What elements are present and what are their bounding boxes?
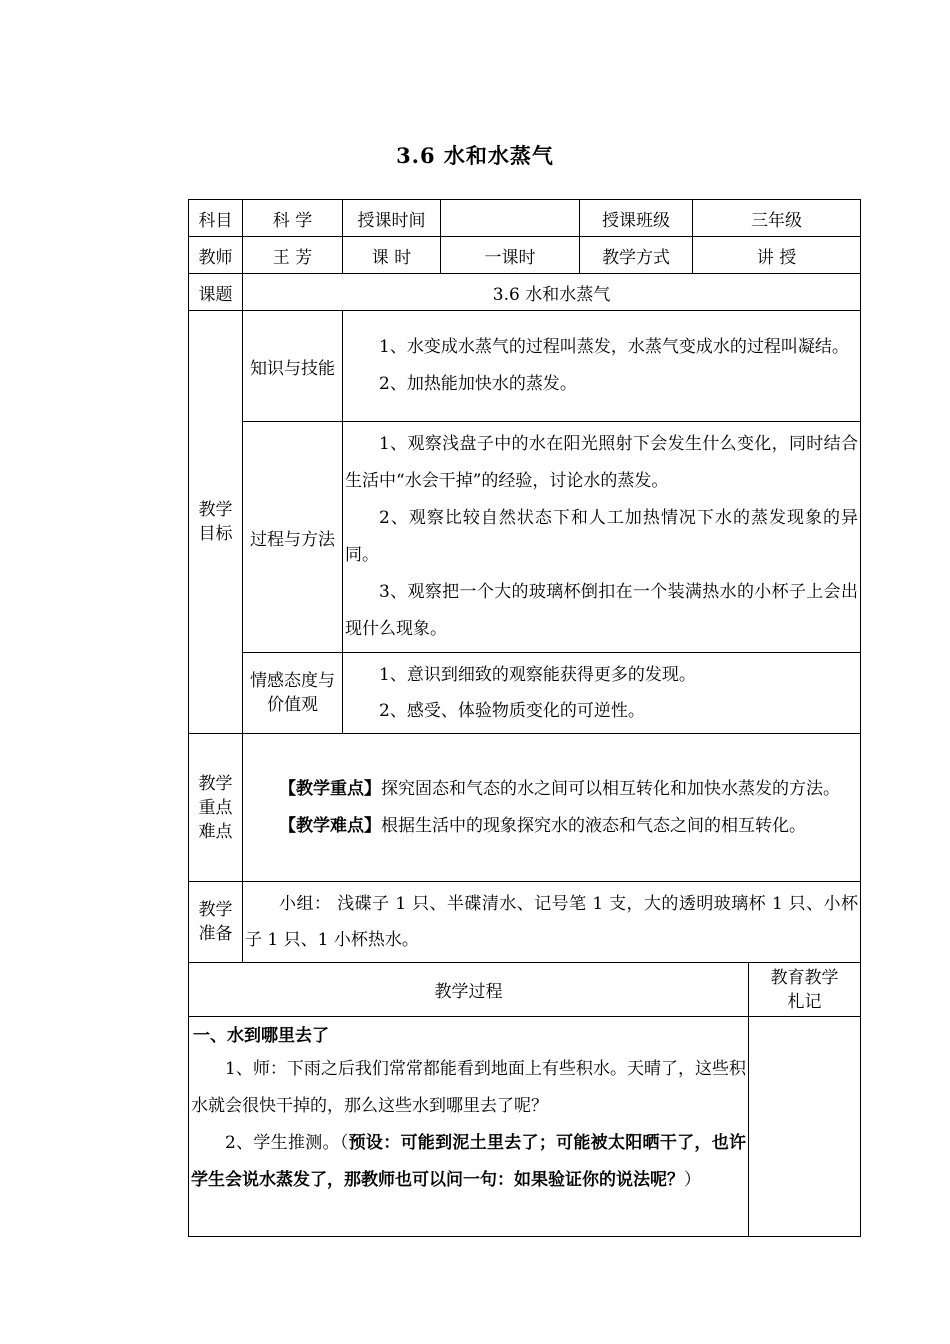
attitude-item: 2、感受、体验物质变化的可逆性。: [379, 701, 645, 721]
subject-label: 科目: [189, 200, 243, 237]
preparation-label: 教学准备: [189, 882, 243, 963]
attitude-content: [343, 653, 861, 734]
topic-value: 3.6 水和水蒸气: [243, 274, 861, 311]
topic-row: [189, 274, 861, 311]
method-label: 教学方式: [580, 237, 693, 274]
process-step: [191, 1125, 746, 1199]
teacher-value: 王 芳: [243, 237, 343, 274]
subject-value: 科 学: [243, 200, 343, 237]
topic-label: 课题: [189, 274, 243, 311]
period-value: 一课时: [441, 237, 580, 274]
process-item: 1、观察浅盘子中的水在阳光照射下会发生什么变化，同时结合生活中“水会干掉”的经验，讨论水的蒸发。: [345, 434, 858, 491]
key-points-label: 教学重点难点: [189, 734, 243, 882]
difficulty-paragraph: [245, 808, 858, 845]
section-title: 一、水到哪里去了: [193, 1026, 329, 1046]
knowledge-item: 2、加热能加快水的蒸发。: [379, 374, 577, 394]
objective-knowledge-row: [189, 311, 861, 422]
knowledge-label: 知识与技能: [243, 311, 343, 422]
time-value: [441, 200, 580, 237]
difficulty-tag: 【教学难点】: [279, 815, 381, 836]
knowledge-item: 1、水变成水蒸气的过程叫蒸发，水蒸气变成水的过程叫凝结。: [379, 337, 849, 357]
focus-tag: 【教学重点】: [279, 778, 381, 799]
step2-preset: 预设：可能到泥土里去了；可能被太阳晒干了，也许学生会说水蒸发了，那教师也可以问一句：如果验证你的说法呢？: [191, 1133, 746, 1190]
process-content: [189, 1017, 749, 1237]
process-header-row: [189, 963, 861, 1017]
page-title: 3.6 水和水蒸气: [396, 143, 554, 168]
key-points-content: [243, 734, 861, 882]
process-step: 1、师：下雨之后我们常常都能看到地面上有些积水。天晴了，这些积水就会很快干掉的，那么这些水到哪里去了呢？: [191, 1059, 746, 1116]
step2-prefix: 2、学生推测。（: [225, 1133, 349, 1153]
class-value: 三年级: [693, 200, 861, 237]
process-body-row: [189, 1017, 861, 1237]
header-row-1: [189, 200, 861, 237]
notes-label: 教育教学札记: [749, 963, 861, 1017]
attitude-label: 情感态度与价值观: [243, 653, 343, 734]
objective-process-row: [189, 422, 861, 653]
period-label: 课 时: [343, 237, 441, 274]
objective-attitude-row: [189, 653, 861, 734]
teacher-label: 教师: [189, 237, 243, 274]
header-row-2: [189, 237, 861, 274]
step2-suffix: ）: [684, 1170, 701, 1190]
class-label: 授课班级: [580, 200, 693, 237]
focus-paragraph: [245, 771, 858, 808]
process-method-label: 过程与方法: [243, 422, 343, 653]
process-item: 3、观察把一个大的玻璃杯倒扣在一个装满热水的小杯子上会出现什么现象。: [345, 582, 858, 639]
notes-content: [749, 1017, 861, 1237]
attitude-item: 1、意识到细致的观察能获得更多的发现。: [379, 665, 696, 685]
focus-text: 探究固态和气态的水之间可以相互转化和加快水蒸发的方法。: [381, 778, 840, 799]
process-item: 2、观察比较自然状态下和人工加热情况下水的蒸发现象的异同。: [345, 508, 858, 565]
method-value: 讲 授: [693, 237, 861, 274]
key-points-row: [189, 734, 861, 882]
lesson-plan-table: [188, 199, 861, 1237]
difficulty-text: 根据生活中的现象探究水的液态和气态之间的相互转化。: [381, 815, 806, 836]
objectives-label: 教学目标: [189, 311, 243, 734]
process-label: 教学过程: [189, 963, 749, 1017]
preparation-row: [189, 882, 861, 963]
knowledge-content: [343, 311, 861, 422]
preparation-content: [243, 882, 861, 963]
time-label: 授课时间: [343, 200, 441, 237]
process-method-content: [343, 422, 861, 653]
preparation-text: 小组： 浅碟子 1 只、半碟清水、记号笔 1 支，大的透明玻璃杯 1 只、小杯子 1 只、1 小杯热水。: [245, 894, 858, 950]
